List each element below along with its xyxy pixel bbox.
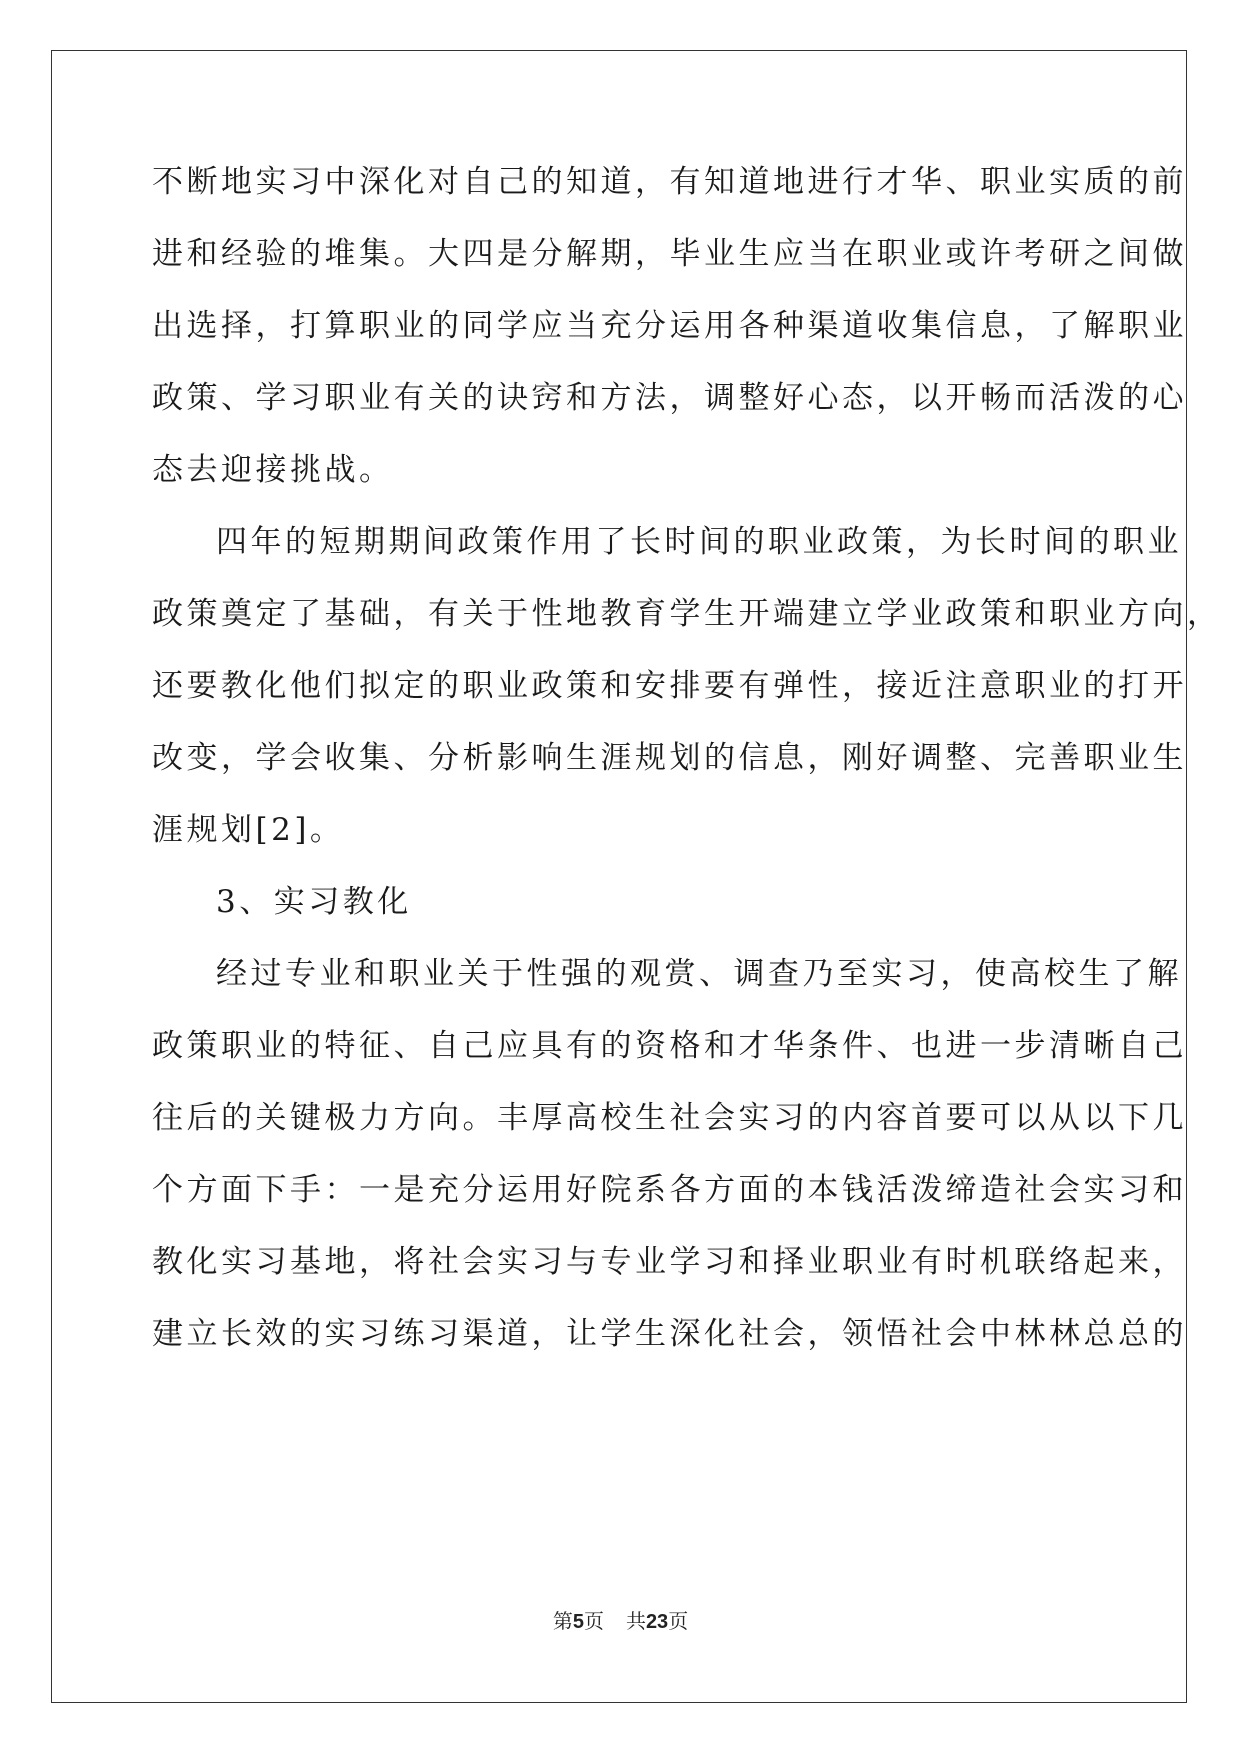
text-line: 进和经验的堆集。大四是分解期，毕业生应当在职业或许考研之间做 (152, 236, 1187, 272)
text-line: 出选择，打算职业的同学应当充分运用各种渠道收集信息，了解职业 (152, 308, 1187, 344)
paragraph-first-line: 经过专业和职业关于性强的观赏、调查乃至实习，使高校生了解 (216, 956, 1182, 992)
page-prefix: 第 (552, 1609, 573, 1633)
page-border (51, 50, 1187, 1703)
text-line: 教化实习基地，将社会实习与专业学习和择业职业有时机联络起来， (152, 1244, 1187, 1280)
text-line: 态去迎接挑战。 (152, 452, 394, 488)
total-prefix: 共 (625, 1609, 646, 1633)
total-unit: 页 (668, 1609, 689, 1633)
text-line: 政策职业的特征、自己应具有的资格和才华条件、也进一步清晰自己 (152, 1028, 1187, 1064)
text-line: 政策、学习职业有关的诀窍和方法，调整好心态，以开畅而活泼的心 (152, 380, 1187, 416)
page-total: 23 (645, 1611, 669, 1633)
text-line: 涯规划[2]。 (152, 812, 345, 848)
paragraph-first-line: 四年的短期期间政策作用了长时间的职业政策，为长时间的职业 (216, 524, 1182, 560)
text-line: 政策奠定了基础，有关于性地教育学生开端建立学业政策和职业方向， (152, 596, 1222, 632)
text-line: 改变，学会收集、分析影响生涯规划的信息，刚好调整、完善职业生 (152, 740, 1187, 776)
text-line: 还要教化他们拟定的职业政策和安排要有弹性，接近注意职业的打开 (152, 668, 1187, 704)
text-line: 不断地实习中深化对自己的知道，有知道地进行才华、职业实质的前 (152, 164, 1187, 200)
section-heading: 3、实习教化 (216, 884, 412, 920)
text-line: 建立长效的实习练习渠道，让学生深化社会，领悟社会中林林总总的 (152, 1316, 1187, 1352)
page-current: 5 (572, 1611, 584, 1633)
page-footer (0, 1605, 1241, 1634)
text-line: 往后的关键极力方向。丰厚高校生社会实习的内容首要可以从以下几 (152, 1100, 1187, 1136)
page-unit: 页 (583, 1609, 604, 1633)
text-line: 个方面下手：一是充分运用好院系各方面的本钱活泼缔造社会实习和 (152, 1172, 1187, 1208)
